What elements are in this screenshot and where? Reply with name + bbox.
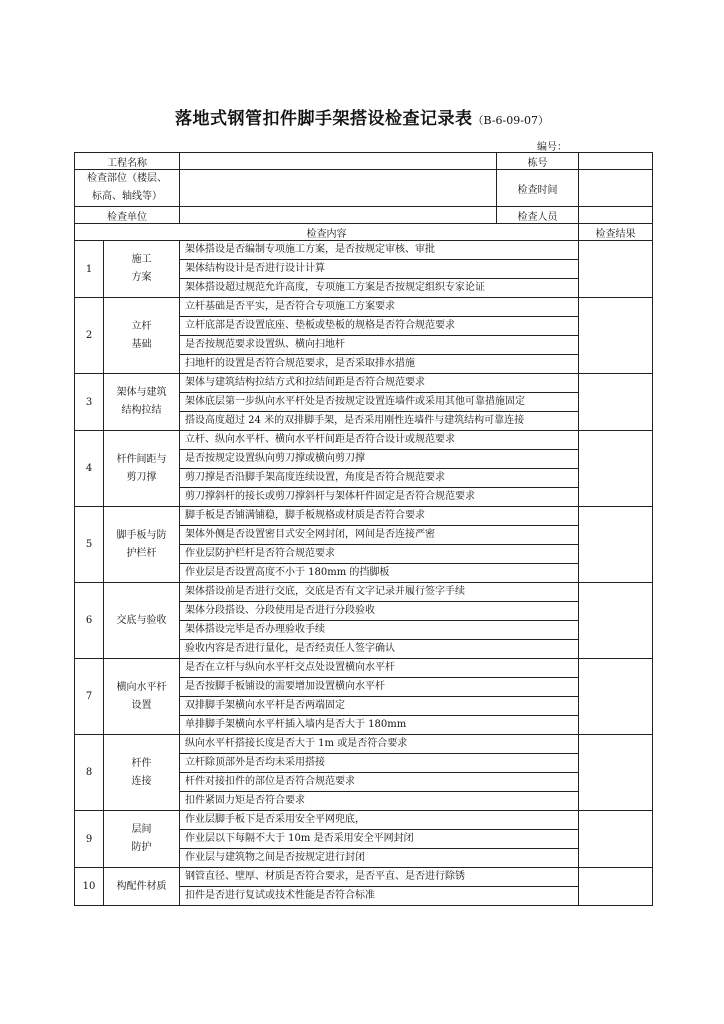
checklist-row bbox=[75, 374, 653, 393]
project-name-label: 工程名称 bbox=[75, 153, 180, 170]
inspect-time-label: 检查时间 bbox=[497, 170, 579, 207]
check-item: 双排脚手架横向水平杆是否两端固定 bbox=[180, 697, 579, 716]
section-number: 8 bbox=[75, 735, 104, 811]
project-name-value[interactable] bbox=[180, 153, 497, 170]
serial-number-label: 编号： bbox=[537, 142, 567, 153]
inspector-value[interactable] bbox=[579, 207, 653, 224]
check-item: 搭设高度超过 24 米的双排脚手架，是否采用刚性连墙件与建筑结构可靠连接 bbox=[180, 412, 579, 431]
content-header: 检查内容 bbox=[75, 224, 579, 241]
section-category-line2: 护栏杆 bbox=[126, 547, 157, 559]
checklist-row bbox=[75, 811, 653, 830]
section-category bbox=[104, 374, 180, 431]
check-item: 架体底层第一步纵向水平杆处是否按规定设置连墙件或采用其他可靠措施固定 bbox=[180, 393, 579, 412]
inspect-location-label bbox=[75, 170, 180, 207]
check-result-cell[interactable] bbox=[579, 374, 653, 431]
building-no-value[interactable] bbox=[579, 153, 653, 170]
section-category-line2: 设置 bbox=[131, 699, 152, 711]
check-item: 钢管直径、壁厚、材质是否符合要求，是否平直、是否进行除锈 bbox=[180, 868, 579, 887]
check-item: 扫地杆的设置是否符合规范要求，是否采取排水措施 bbox=[180, 355, 579, 374]
check-result-cell[interactable] bbox=[579, 735, 653, 811]
section-category bbox=[104, 735, 180, 811]
checklist-row bbox=[75, 431, 653, 450]
inspector-label: 检查人员 bbox=[497, 207, 579, 224]
section-category-line1: 立杆 bbox=[131, 320, 152, 332]
check-item: 作业层与建筑物之间是否按规定进行封闭 bbox=[180, 849, 579, 868]
checklist-row bbox=[75, 659, 653, 678]
section-category-line1: 交底与验收 bbox=[116, 614, 167, 626]
check-item: 杆件对接扣件的部位是否符合规范要求 bbox=[180, 773, 579, 792]
content-header-row bbox=[75, 224, 653, 241]
checklist-row bbox=[75, 241, 653, 260]
section-category bbox=[104, 868, 180, 906]
section-category-line1: 施工 bbox=[131, 254, 152, 265]
section-category-line1: 构配件材质 bbox=[116, 880, 167, 892]
check-item: 脚手板是否铺满铺稳，脚手板规格或材质是否符合要求 bbox=[180, 507, 579, 526]
inspection-table bbox=[74, 152, 653, 906]
section-category-line1: 架体与建筑 bbox=[116, 387, 167, 398]
section-category-line1: 杆件 bbox=[131, 757, 152, 769]
section-number: 2 bbox=[75, 298, 104, 374]
check-item: 立杆底部是否设置底座、垫板或垫板的规格是否符合规范要求 bbox=[180, 317, 579, 336]
check-item: 立杆基础是否平实，是否符合专项施工方案要求 bbox=[180, 298, 579, 317]
check-item: 作业层以下每隔不大于 10m 是否采用安全平网封闭 bbox=[180, 830, 579, 849]
check-item: 是否按规范要求设置纵、横向扫地杆 bbox=[180, 336, 579, 355]
check-item: 架体搭设超过规范允许高度，专项施工方案是否按规定组织专家论证 bbox=[180, 279, 579, 298]
location-row bbox=[75, 170, 653, 207]
inspect-unit-value[interactable] bbox=[180, 207, 497, 224]
section-category bbox=[104, 811, 180, 868]
title-code: （B-6-09-07） bbox=[472, 114, 549, 127]
check-item: 剪刀撑斜杆的接长或剪刀撑斜杆与架体杆件固定是否符合规范要求 bbox=[180, 488, 579, 507]
checklist-row bbox=[75, 583, 653, 602]
check-item: 验收内容是否进行量化，是否经责任人签字确认 bbox=[180, 640, 579, 659]
building-no-label: 栋号 bbox=[497, 153, 579, 170]
check-item: 扣件是否进行复试或技术性能是否符合标准 bbox=[180, 887, 579, 906]
result-header: 检查结果 bbox=[579, 224, 653, 241]
check-item: 架体结构设计是否进行设计计算 bbox=[180, 260, 579, 279]
document-title bbox=[0, 104, 724, 129]
check-result-cell[interactable] bbox=[579, 507, 653, 583]
check-item: 架体外侧是否设置密目式安全网封闭，网间是否连接严密 bbox=[180, 526, 579, 545]
check-item: 立杆除顶部外是否均未采用搭接 bbox=[180, 754, 579, 773]
check-item: 架体搭设是否编制专项施工方案，是否按规定审核、审批 bbox=[180, 241, 579, 260]
section-category bbox=[104, 431, 180, 507]
section-category bbox=[104, 241, 180, 298]
check-item: 架体搭设完毕是否办理验收手续 bbox=[180, 621, 579, 640]
section-number: 6 bbox=[75, 583, 104, 659]
checklist-row bbox=[75, 868, 653, 887]
check-item: 作业层防护栏杆是否符合规范要求 bbox=[180, 545, 579, 564]
section-number: 10 bbox=[75, 868, 104, 906]
check-item: 作业层脚手板下是否采用安全平网兜底， bbox=[180, 811, 579, 830]
check-item: 架体分段搭设、分段使用是否进行分段验收 bbox=[180, 602, 579, 621]
check-item: 是否在立杆与纵向水平杆交点处设置横向水平杆 bbox=[180, 659, 579, 678]
section-category-line1: 层间 bbox=[131, 824, 152, 835]
check-result-cell[interactable] bbox=[579, 298, 653, 374]
checklist-row bbox=[75, 507, 653, 526]
check-item: 剪刀撑是否沿脚手架高度连续设置，角度是否符合规范要求 bbox=[180, 469, 579, 488]
check-item: 是否按规定设置纵向剪刀撑或横向剪刀撑 bbox=[180, 450, 579, 469]
check-item: 架体与建筑结构拉结方式和拉结间距是否符合规范要求 bbox=[180, 374, 579, 393]
section-category-line2: 连接 bbox=[131, 775, 152, 787]
checklist-row bbox=[75, 298, 653, 317]
check-item: 扣件紧固力矩是否符合要求 bbox=[180, 792, 579, 811]
check-item: 纵向水平杆搭接长度是否大于 1m 或是否符合要求 bbox=[180, 735, 579, 754]
section-category-line1: 杆件间距与 bbox=[116, 453, 167, 465]
unit-row bbox=[75, 207, 653, 224]
check-item: 是否按脚手板铺设的需要增加设置横向水平杆 bbox=[180, 678, 579, 697]
section-number: 7 bbox=[75, 659, 104, 735]
check-result-cell[interactable] bbox=[579, 583, 653, 659]
section-number: 4 bbox=[75, 431, 104, 507]
section-category-line2: 剪刀撑 bbox=[126, 471, 157, 483]
section-category bbox=[104, 583, 180, 659]
section-category-line2: 方案 bbox=[131, 272, 152, 283]
section-category-line2: 基础 bbox=[131, 338, 152, 350]
inspect-time-value[interactable] bbox=[579, 170, 653, 207]
inspect-location-value[interactable] bbox=[180, 170, 497, 207]
check-result-cell[interactable] bbox=[579, 811, 653, 868]
section-category-line2: 防护 bbox=[131, 842, 152, 853]
project-row bbox=[75, 153, 653, 170]
inspect-location-label-line1: 检查部位（楼层、 bbox=[87, 173, 167, 184]
check-result-cell[interactable] bbox=[579, 241, 653, 298]
check-item: 作业层是否设置高度不小于 180mm 的挡脚板 bbox=[180, 564, 579, 583]
inspect-unit-label: 检查单位 bbox=[75, 207, 180, 224]
check-result-cell[interactable] bbox=[579, 868, 653, 906]
checklist-row bbox=[75, 735, 653, 754]
section-number: 5 bbox=[75, 507, 104, 583]
section-number: 1 bbox=[75, 241, 104, 298]
check-item: 单排脚手架横向水平杆插入墙内是否大于 180mm bbox=[180, 716, 579, 735]
section-category-line1: 横向水平杆 bbox=[116, 681, 167, 693]
section-category bbox=[104, 507, 180, 583]
inspect-location-label-line2: 标高、轴线等） bbox=[92, 191, 162, 202]
section-category-line2: 结构拉结 bbox=[121, 405, 162, 416]
check-item: 立杆、纵向水平杆、横向水平杆间距是否符合设计或规范要求 bbox=[180, 431, 579, 450]
check-result-cell[interactable] bbox=[579, 431, 653, 507]
title-main: 落地式钢管扣件脚手架搭设检查记录表 bbox=[175, 109, 473, 129]
check-result-cell[interactable] bbox=[579, 659, 653, 735]
section-category-line1: 脚手板与防 bbox=[116, 529, 167, 541]
section-category bbox=[104, 298, 180, 374]
section-number: 9 bbox=[75, 811, 104, 868]
section-category bbox=[104, 659, 180, 735]
section-number: 3 bbox=[75, 374, 104, 431]
check-item: 架体搭设前是否进行交底，交底是否有文字记录并履行签字手续 bbox=[180, 583, 579, 602]
